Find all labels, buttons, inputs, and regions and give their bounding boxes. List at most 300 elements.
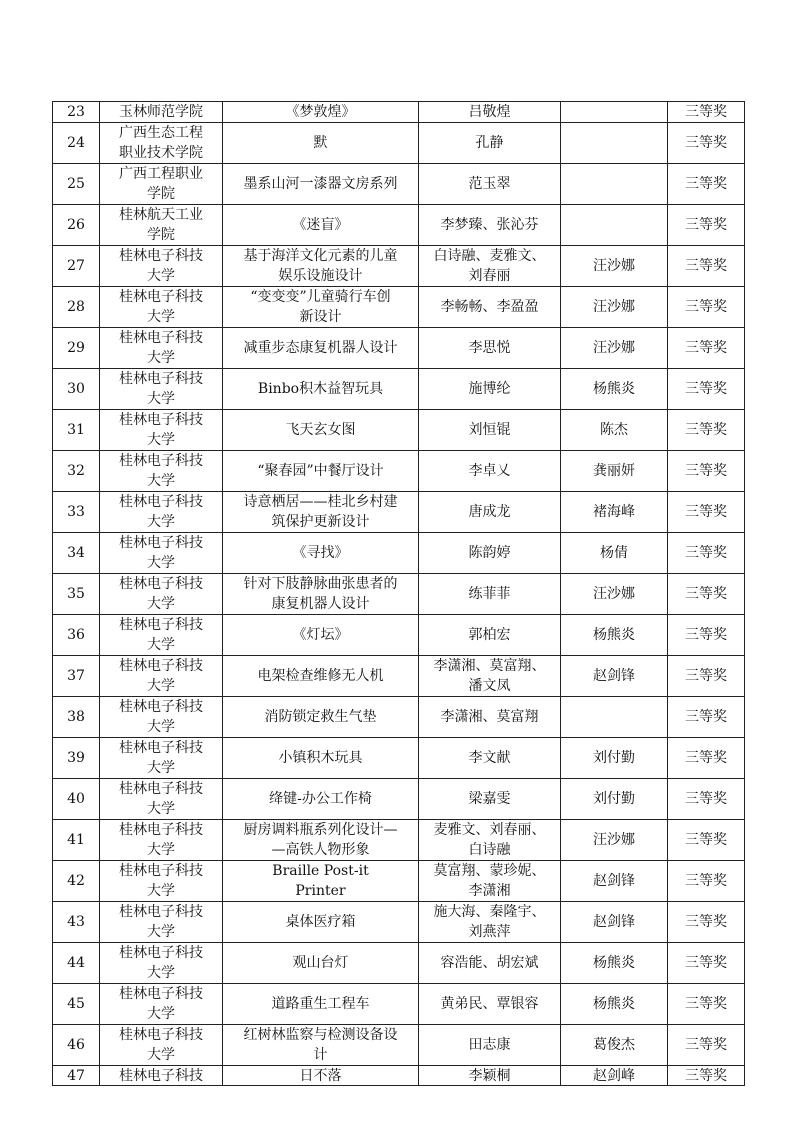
row-number-text: 41 bbox=[67, 832, 85, 848]
school-cell-line: 桂林电子科技 bbox=[119, 248, 203, 264]
table-row bbox=[53, 902, 745, 943]
award-cell-text: 三等奖 bbox=[685, 135, 727, 151]
award-cell-text: 三等奖 bbox=[685, 463, 727, 479]
award-cell bbox=[668, 205, 745, 246]
authors-cell bbox=[419, 451, 561, 492]
work-title-cell bbox=[223, 328, 419, 369]
work-title-cell-line: 诗意栖居——桂北乡村建 bbox=[243, 494, 398, 510]
advisor-cell bbox=[561, 369, 668, 410]
work-title-cell bbox=[223, 533, 419, 574]
work-title-cell bbox=[223, 738, 419, 779]
school-cell bbox=[100, 615, 223, 656]
school-cell-line: 广西生态工程 bbox=[119, 125, 203, 141]
school-cell bbox=[100, 205, 223, 246]
table-row bbox=[53, 246, 745, 287]
authors-cell bbox=[419, 533, 561, 574]
school-cell-line: 大学 bbox=[147, 473, 175, 489]
work-title-cell-line: 观山台灯 bbox=[292, 955, 349, 971]
table-row bbox=[53, 820, 745, 861]
work-title-cell bbox=[223, 984, 419, 1025]
school-cell-line: 大学 bbox=[147, 555, 175, 571]
school-cell bbox=[100, 164, 223, 205]
advisor-cell bbox=[561, 1066, 668, 1086]
row-number-text: 23 bbox=[67, 104, 85, 120]
authors-cell bbox=[419, 902, 561, 943]
row-number bbox=[53, 615, 100, 656]
school-cell-line: 桂林电子科技 bbox=[119, 535, 203, 551]
work-title-cell-line: 道路重生工程车 bbox=[271, 996, 370, 1012]
row-number-text: 31 bbox=[67, 422, 85, 438]
advisor-cell bbox=[561, 902, 668, 943]
advisor-cell-text: 汪沙娜 bbox=[593, 586, 635, 602]
school-cell-line: 桂林电子科技 bbox=[119, 412, 203, 428]
table-row bbox=[53, 697, 745, 738]
school-cell bbox=[100, 943, 223, 984]
award-cell bbox=[668, 410, 745, 451]
award-cell-text: 三等奖 bbox=[685, 996, 727, 1012]
work-title-cell-line: 消防锁定救生气垫 bbox=[264, 709, 377, 725]
school-cell-line: 大学 bbox=[147, 965, 175, 981]
authors-cell bbox=[419, 369, 561, 410]
advisor-cell bbox=[561, 574, 668, 615]
work-title-cell bbox=[223, 246, 419, 287]
award-cell-text: 三等奖 bbox=[685, 381, 727, 397]
school-cell-line: 学院 bbox=[147, 227, 175, 243]
authors-cell bbox=[419, 1066, 561, 1086]
school-cell-line: 大学 bbox=[147, 842, 175, 858]
award-cell-text: 三等奖 bbox=[685, 1037, 727, 1053]
advisor-cell bbox=[561, 287, 668, 328]
school-cell-line: 桂林电子科技 bbox=[119, 945, 203, 961]
school-cell bbox=[100, 492, 223, 533]
advisor-cell bbox=[561, 102, 668, 123]
table-row bbox=[53, 1066, 745, 1086]
advisor-cell bbox=[561, 492, 668, 533]
work-title-cell-line: 墨系山河一漆器文房系列 bbox=[243, 176, 398, 192]
authors-cell-line: 李潇湘、莫富翔、 bbox=[433, 658, 546, 674]
work-title-cell-line: —高铁人物形象 bbox=[271, 842, 370, 858]
advisor-cell-text: 赵剑锋 bbox=[593, 873, 635, 889]
row-number-text: 47 bbox=[67, 1067, 85, 1084]
work-title-cell-line: 红树林监察与检测设备设 bbox=[243, 1027, 398, 1043]
authors-cell-line: 白诗融、麦雅文、 bbox=[433, 248, 546, 264]
school-cell-line: 大学 bbox=[147, 350, 175, 366]
authors-cell bbox=[419, 779, 561, 820]
school-cell bbox=[100, 246, 223, 287]
row-number-text: 46 bbox=[67, 1037, 85, 1053]
row-number bbox=[53, 328, 100, 369]
school-cell bbox=[100, 984, 223, 1025]
work-title-cell bbox=[223, 697, 419, 738]
work-title-cell-line: 《迷盲》 bbox=[292, 217, 349, 233]
school-cell bbox=[100, 820, 223, 861]
row-number bbox=[53, 1025, 100, 1066]
authors-cell-line: 莫富翔、蒙珍妮、 bbox=[433, 863, 546, 879]
authors-cell bbox=[419, 574, 561, 615]
advisor-cell-text: 褚海峰 bbox=[593, 504, 635, 520]
award-cell bbox=[668, 820, 745, 861]
school-cell-line: 桂林电子科技 bbox=[119, 289, 203, 305]
row-number-text: 38 bbox=[67, 709, 85, 725]
work-title-cell bbox=[223, 492, 419, 533]
row-number bbox=[53, 697, 100, 738]
advisor-cell-text: 赵剑锋 bbox=[593, 914, 635, 930]
advisor-cell-text: 陈杰 bbox=[600, 422, 628, 438]
school-cell-line: 职业技术学院 bbox=[119, 145, 203, 161]
award-cell bbox=[668, 1066, 745, 1086]
school-cell-line: 桂林电子科技 bbox=[119, 904, 203, 920]
authors-cell-line: 李潇湘、莫富翔 bbox=[440, 709, 539, 725]
authors-cell-line: 刘春丽 bbox=[468, 268, 511, 284]
work-title-cell-line: 绛键-办公工作椅 bbox=[269, 791, 372, 807]
table-row bbox=[53, 451, 745, 492]
awards-table bbox=[52, 101, 745, 1086]
work-title-cell bbox=[223, 369, 419, 410]
advisor-cell-text: 刘付勤 bbox=[593, 750, 635, 766]
advisor-cell bbox=[561, 697, 668, 738]
school-cell-line: 大学 bbox=[147, 1006, 175, 1022]
row-number-text: 26 bbox=[67, 217, 85, 233]
work-title-cell-line: Printer bbox=[295, 883, 346, 899]
work-title-cell bbox=[223, 902, 419, 943]
authors-cell bbox=[419, 123, 561, 164]
school-cell-line: 桂林电子科技 bbox=[119, 781, 203, 797]
school-cell-line: 桂林电子科技 bbox=[119, 576, 203, 592]
authors-cell-line: 李思悦 bbox=[468, 340, 511, 356]
school-cell-line: 大学 bbox=[147, 432, 175, 448]
authors-cell-line: 容浩能、胡宏斌 bbox=[440, 955, 539, 971]
authors-cell-line: 白诗融 bbox=[468, 842, 511, 858]
authors-cell bbox=[419, 738, 561, 779]
row-number bbox=[53, 492, 100, 533]
advisor-cell bbox=[561, 410, 668, 451]
school-cell-line: 桂林电子科技 bbox=[119, 617, 203, 633]
work-title-cell bbox=[223, 451, 419, 492]
school-cell bbox=[100, 410, 223, 451]
school-cell-line: 桂林电子科技 bbox=[119, 453, 203, 469]
authors-cell-line: 梁嘉雯 bbox=[468, 791, 511, 807]
row-number-text: 34 bbox=[67, 545, 85, 561]
row-number bbox=[53, 574, 100, 615]
work-title-cell-line: 飞天玄女图 bbox=[285, 422, 356, 438]
award-cell bbox=[668, 1025, 745, 1066]
work-title-cell-line: 厨房调料瓶系列化设计— bbox=[243, 822, 398, 838]
award-cell bbox=[668, 164, 745, 205]
authors-cell-line: 施大海、秦隆宇、 bbox=[433, 904, 546, 920]
work-title-cell bbox=[223, 1025, 419, 1066]
authors-cell bbox=[419, 697, 561, 738]
authors-cell-line: 李颖桐 bbox=[468, 1067, 511, 1084]
advisor-cell bbox=[561, 615, 668, 656]
row-number bbox=[53, 102, 100, 123]
advisor-cell-text: 杨熊炎 bbox=[593, 996, 635, 1012]
award-cell-text: 三等奖 bbox=[685, 873, 727, 889]
award-cell-text: 三等奖 bbox=[685, 217, 727, 233]
award-cell-text: 三等奖 bbox=[685, 545, 727, 561]
school-cell-line: 桂林电子科技 bbox=[119, 658, 203, 674]
school-cell-line: 桂林电子科技 bbox=[119, 986, 203, 1002]
authors-cell-line: 吕敬煌 bbox=[468, 104, 511, 120]
school-cell-line: 大学 bbox=[147, 760, 175, 776]
work-title-cell-line: “变变变”儿童骑行车创 bbox=[250, 289, 391, 305]
work-title-cell bbox=[223, 287, 419, 328]
row-number-text: 32 bbox=[67, 463, 85, 479]
row-number bbox=[53, 205, 100, 246]
row-number-text: 29 bbox=[67, 340, 85, 356]
work-title-cell bbox=[223, 123, 419, 164]
row-number bbox=[53, 123, 100, 164]
advisor-cell-text: 杨熊炎 bbox=[593, 627, 635, 643]
school-cell-line: 广西工程职业 bbox=[119, 166, 203, 182]
award-cell bbox=[668, 902, 745, 943]
authors-cell-line: 李潇湘 bbox=[468, 883, 511, 899]
row-number-text: 44 bbox=[67, 955, 85, 971]
authors-cell-line: 田志康 bbox=[468, 1037, 511, 1053]
authors-cell bbox=[419, 328, 561, 369]
authors-cell bbox=[419, 820, 561, 861]
school-cell bbox=[100, 738, 223, 779]
school-cell-line: 桂林电子科技 bbox=[119, 863, 203, 879]
row-number-text: 24 bbox=[67, 135, 85, 151]
work-title-cell-line: Braille Post-it bbox=[272, 863, 369, 879]
advisor-cell bbox=[561, 984, 668, 1025]
table-row bbox=[53, 656, 745, 697]
school-cell-line: 桂林电子科技 bbox=[119, 494, 203, 510]
work-title-cell-line: 计 bbox=[313, 1047, 328, 1063]
award-cell bbox=[668, 123, 745, 164]
award-cell bbox=[668, 779, 745, 820]
award-cell-text: 三等奖 bbox=[685, 299, 727, 315]
award-cell bbox=[668, 492, 745, 533]
work-title-cell-line: 康复机器人设计 bbox=[271, 596, 370, 612]
award-cell bbox=[668, 102, 745, 123]
school-cell-line: 学院 bbox=[147, 186, 175, 202]
award-cell bbox=[668, 574, 745, 615]
authors-cell-line: 刘燕萍 bbox=[468, 924, 511, 940]
work-title-cell bbox=[223, 205, 419, 246]
advisor-cell bbox=[561, 533, 668, 574]
school-cell bbox=[100, 1025, 223, 1066]
work-title-cell bbox=[223, 943, 419, 984]
advisor-cell bbox=[561, 123, 668, 164]
row-number bbox=[53, 1066, 100, 1086]
authors-cell bbox=[419, 246, 561, 287]
authors-cell-line: 陈韵婷 bbox=[468, 545, 511, 561]
school-cell-line: 大学 bbox=[147, 1047, 175, 1063]
authors-cell-line: 唐成龙 bbox=[468, 504, 511, 520]
award-cell-text: 三等奖 bbox=[685, 750, 727, 766]
school-cell-line: 桂林电子科技 bbox=[119, 1027, 203, 1043]
row-number bbox=[53, 246, 100, 287]
school-cell-line: 大学 bbox=[147, 924, 175, 940]
work-title-cell bbox=[223, 656, 419, 697]
table-row bbox=[53, 861, 745, 902]
work-title-cell-line: Binbo积木益智玩具 bbox=[257, 381, 384, 397]
row-number-text: 28 bbox=[67, 299, 85, 315]
award-cell-text: 三等奖 bbox=[685, 1067, 727, 1084]
award-cell bbox=[668, 328, 745, 369]
work-title-cell bbox=[223, 574, 419, 615]
award-cell-text: 三等奖 bbox=[685, 627, 727, 643]
row-number bbox=[53, 369, 100, 410]
work-title-cell-line: 减重步态康复机器人设计 bbox=[243, 340, 398, 356]
school-cell bbox=[100, 574, 223, 615]
school-cell bbox=[100, 861, 223, 902]
school-cell bbox=[100, 369, 223, 410]
school-cell-line: 大学 bbox=[147, 268, 175, 284]
row-number bbox=[53, 164, 100, 205]
work-title-cell bbox=[223, 820, 419, 861]
authors-cell bbox=[419, 492, 561, 533]
authors-cell bbox=[419, 164, 561, 205]
table-row bbox=[53, 328, 745, 369]
row-number bbox=[53, 410, 100, 451]
table-row bbox=[53, 738, 745, 779]
table-row bbox=[53, 779, 745, 820]
advisor-cell-text: 汪沙娜 bbox=[593, 299, 635, 315]
award-cell bbox=[668, 656, 745, 697]
work-title-cell bbox=[223, 410, 419, 451]
advisor-cell bbox=[561, 820, 668, 861]
award-cell-text: 三等奖 bbox=[685, 709, 727, 725]
school-cell bbox=[100, 697, 223, 738]
school-cell-line: 桂林电子科技 bbox=[119, 699, 203, 715]
award-cell bbox=[668, 738, 745, 779]
school-cell-line: 桂林电子科技 bbox=[119, 371, 203, 387]
award-cell bbox=[668, 246, 745, 287]
work-title-cell-line: 日不落 bbox=[299, 1067, 342, 1084]
work-title-cell-line: 桌体医疗箱 bbox=[285, 914, 356, 930]
row-number-text: 40 bbox=[67, 791, 85, 807]
table-row bbox=[53, 123, 745, 164]
award-cell-text: 三等奖 bbox=[685, 586, 727, 602]
table-row bbox=[53, 287, 745, 328]
advisor-cell-text: 汪沙娜 bbox=[593, 258, 635, 274]
row-number bbox=[53, 943, 100, 984]
authors-cell-line: 李梦臻、张沁芬 bbox=[440, 217, 539, 233]
table-row bbox=[53, 1025, 745, 1066]
advisor-cell bbox=[561, 328, 668, 369]
award-cell bbox=[668, 451, 745, 492]
school-cell-line: 桂林电子科技 bbox=[119, 1067, 203, 1084]
authors-cell bbox=[419, 1025, 561, 1066]
work-title-cell-line: 电架检查维修无人机 bbox=[257, 668, 384, 684]
row-number bbox=[53, 287, 100, 328]
award-cell bbox=[668, 861, 745, 902]
award-cell-text: 三等奖 bbox=[685, 422, 727, 438]
table-row bbox=[53, 369, 745, 410]
award-cell-text: 三等奖 bbox=[685, 340, 727, 356]
advisor-cell bbox=[561, 205, 668, 246]
row-number-text: 43 bbox=[67, 914, 85, 930]
work-title-cell bbox=[223, 1066, 419, 1086]
school-cell bbox=[100, 1066, 223, 1086]
work-title-cell bbox=[223, 164, 419, 205]
work-title-cell bbox=[223, 861, 419, 902]
authors-cell-line: 施博纶 bbox=[468, 381, 511, 397]
row-number bbox=[53, 656, 100, 697]
authors-cell-line: 刘恒锟 bbox=[468, 422, 511, 438]
work-title-cell-line: 基于海洋文化元素的儿童 bbox=[243, 248, 398, 264]
school-cell-line: 大学 bbox=[147, 637, 175, 653]
school-cell-line: 桂林电子科技 bbox=[119, 740, 203, 756]
awards-table-body bbox=[53, 102, 745, 1086]
row-number-text: 33 bbox=[67, 504, 85, 520]
advisor-cell-text: 汪沙娜 bbox=[593, 832, 635, 848]
advisor-cell-text: 汪沙娜 bbox=[593, 340, 635, 356]
work-title-cell-line: “聚春园”中餐厅设计 bbox=[257, 463, 384, 479]
work-title-cell-line: 新设计 bbox=[299, 309, 342, 325]
row-number-text: 45 bbox=[67, 996, 85, 1012]
authors-cell-line: 李畅畅、李盈盈 bbox=[440, 299, 539, 315]
school-cell bbox=[100, 656, 223, 697]
row-number-text: 36 bbox=[67, 627, 85, 643]
advisor-cell-text: 赵剑锋 bbox=[593, 668, 635, 684]
school-cell bbox=[100, 451, 223, 492]
school-cell-line: 桂林电子科技 bbox=[119, 822, 203, 838]
authors-cell bbox=[419, 615, 561, 656]
award-cell bbox=[668, 943, 745, 984]
authors-cell-line: 练菲菲 bbox=[468, 586, 511, 602]
authors-cell bbox=[419, 102, 561, 123]
work-title-cell bbox=[223, 615, 419, 656]
award-cell bbox=[668, 287, 745, 328]
table-row bbox=[53, 164, 745, 205]
award-cell bbox=[668, 984, 745, 1025]
advisor-cell bbox=[561, 656, 668, 697]
row-number-text: 30 bbox=[67, 381, 85, 397]
advisor-cell-text: 杨熊炎 bbox=[593, 381, 635, 397]
award-cell bbox=[668, 615, 745, 656]
school-cell-line: 大学 bbox=[147, 514, 175, 530]
row-number-text: 25 bbox=[67, 176, 85, 192]
authors-cell bbox=[419, 861, 561, 902]
school-cell-line: 大学 bbox=[147, 391, 175, 407]
authors-cell bbox=[419, 205, 561, 246]
award-cell-text: 三等奖 bbox=[685, 832, 727, 848]
advisor-cell bbox=[561, 246, 668, 287]
table-row bbox=[53, 492, 745, 533]
authors-cell bbox=[419, 410, 561, 451]
school-cell bbox=[100, 902, 223, 943]
authors-cell-line: 麦雅文、刘春丽、 bbox=[433, 822, 546, 838]
row-number bbox=[53, 861, 100, 902]
advisor-cell bbox=[561, 451, 668, 492]
award-cell bbox=[668, 533, 745, 574]
advisor-cell bbox=[561, 164, 668, 205]
school-cell bbox=[100, 328, 223, 369]
school-cell-line: 桂林航天工业 bbox=[119, 207, 203, 223]
row-number bbox=[53, 533, 100, 574]
work-title-cell-line: 娱乐设施设计 bbox=[278, 268, 363, 284]
advisor-cell-text: 杨熊炎 bbox=[593, 955, 635, 971]
school-cell-line: 大学 bbox=[147, 678, 175, 694]
school-cell bbox=[100, 287, 223, 328]
school-cell-line: 大学 bbox=[147, 801, 175, 817]
work-title-cell-line: 小镇积木玩具 bbox=[278, 750, 363, 766]
advisor-cell-text: 赵剑峰 bbox=[593, 1067, 635, 1084]
advisor-cell-text: 杨倩 bbox=[600, 545, 628, 561]
advisor-cell bbox=[561, 738, 668, 779]
authors-cell bbox=[419, 943, 561, 984]
row-number-text: 35 bbox=[67, 586, 85, 602]
advisor-cell bbox=[561, 861, 668, 902]
school-cell-line: 大学 bbox=[147, 596, 175, 612]
authors-cell bbox=[419, 656, 561, 697]
award-cell-text: 三等奖 bbox=[685, 955, 727, 971]
authors-cell-line: 李卓乂 bbox=[468, 463, 511, 479]
table-row bbox=[53, 205, 745, 246]
